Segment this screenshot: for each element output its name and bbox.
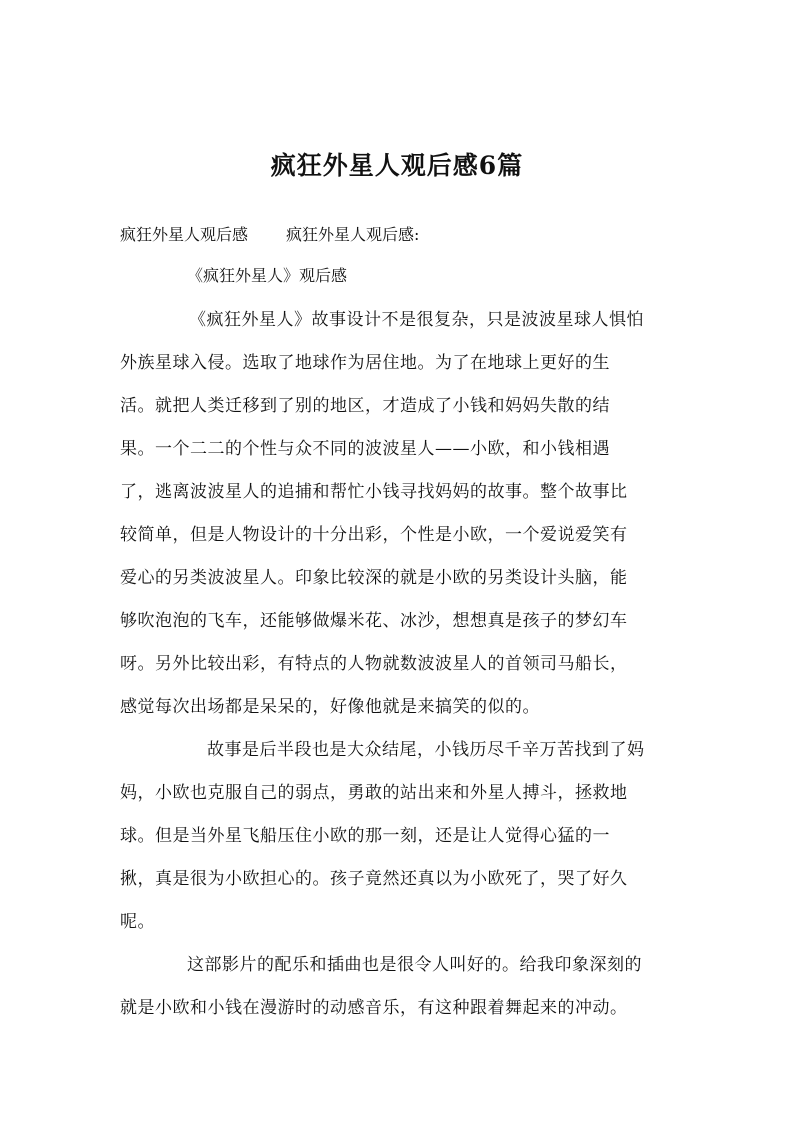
paragraph-1-line-3: 活。就把人类迁移到了别的地区，才造成了小钱和妈妈失散的结 bbox=[120, 396, 610, 416]
paragraph-1-line-6: 较简单，但是人物设计的十分出彩，个性是小欧，一个爱说爱笑有 bbox=[120, 525, 628, 545]
paragraph-2-line-1: 故事是后半段也是大众结尾，小钱历尽千辛万苦找到了妈 bbox=[207, 740, 645, 760]
paragraph-2-line-4: 揪，真是很为小欧担心的。孩子竟然还真以为小欧死了，哭了好久 bbox=[120, 869, 628, 889]
subheading-row bbox=[120, 222, 419, 245]
paragraph-1-line-5: 了，逃离波波星人的追捕和帮忙小钱寻找妈妈的故事。整个故事比 bbox=[120, 482, 628, 502]
subheading-right: 疯狂外星人观后感: bbox=[286, 225, 420, 244]
paragraph-3-line-1: 这部影片的配乐和插曲也是很令人叫好的。给我印象深刻的 bbox=[187, 955, 642, 975]
paragraph-2-line-3: 球。但是当外星飞船压住小欧的那一刻，还是让人觉得心猛的一 bbox=[120, 826, 610, 846]
paragraph-1-line-9: 呀。另外比较出彩，有特点的人物就数波波星人的首领司马船长， bbox=[120, 654, 628, 674]
paragraph-1-line-1: 《疯狂外星人》故事设计不是很复杂，只是波波星球人惧怕 bbox=[189, 310, 644, 330]
paragraph-1-line-10: 感觉每次出场都是呆呆的，好像他就是来搞笑的似的。 bbox=[120, 697, 540, 717]
document-title: 疯狂外星人观后感6篇 bbox=[270, 151, 524, 180]
paragraph-3-line-2: 就是小欧和小钱在漫游时的动感音乐，有这种跟着舞起来的冲动。 bbox=[120, 998, 628, 1018]
book-title-line: 《疯狂外星人》观后感 bbox=[187, 266, 348, 285]
subheading-left: 疯狂外星人观后感 bbox=[120, 225, 249, 244]
paragraph-1-line-2: 外族星球入侵。选取了地球作为居住地。为了在地球上更好的生 bbox=[120, 353, 610, 373]
paragraph-1-line-7: 爱心的另类波波星人。印象比较深的就是小欧的另类设计头脑，能 bbox=[120, 568, 628, 588]
paragraph-1-line-8: 够吹泡泡的飞车，还能够做爆米花、冰沙，想想真是孩子的梦幻车 bbox=[120, 611, 628, 631]
paragraph-1-line-4: 果。一个二二的个性与众不同的波波星人——小欧，和小钱相遇 bbox=[120, 439, 610, 459]
paragraph-2-line-5: 呢。 bbox=[120, 912, 155, 932]
paragraph-2-line-2: 妈，小欧也克服自己的弱点，勇敢的站出来和外星人搏斗，拯救地 bbox=[120, 783, 628, 803]
